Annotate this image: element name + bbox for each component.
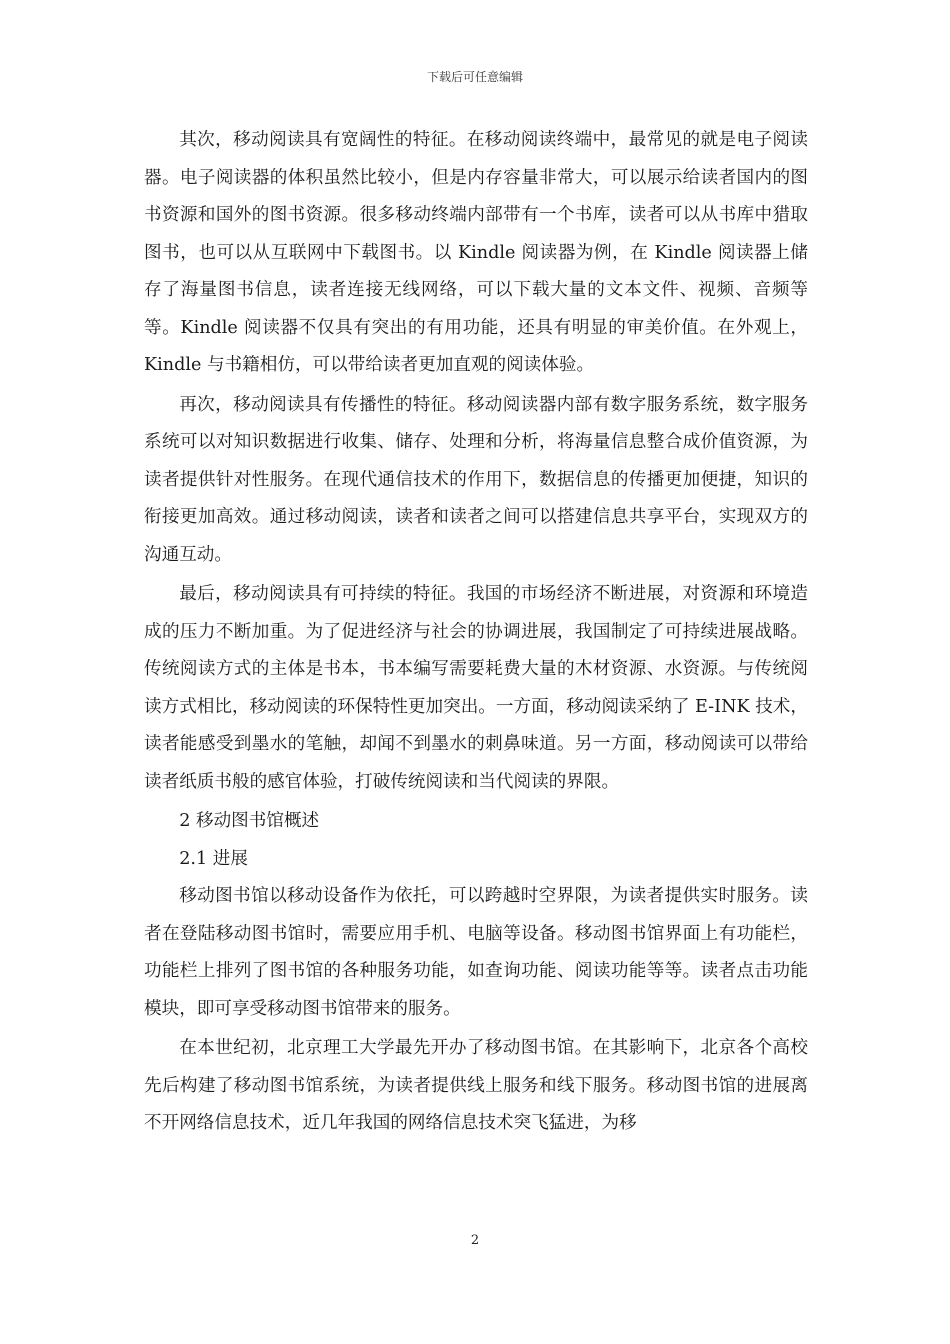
paragraph-breadth: 其次，移动阅读具有宽阔性的特征。在移动阅读终端中，最常见的就是电子阅读器。电子阅读器的体积虽然比较小，但是内存容量非常大，可以展示给读者国内的图书资源和国外的图书资源。很多移动终端内部带有一个书库，读者可以从书库中猎取图书，也可以从互联网中下载图书。以 Kindle 阅读器为例，在 Kindle 阅读器上储存了海量图书信息，读者连接无线网络，可以下载大量的文本文件、视频、音频等等。Kindle 阅读器不仅具有突出的有用功能，还具有明显的审美价值。在外观上，Kindle 与书籍相仿，可以带给读者更加直观的阅读体验。 [144,130,808,375]
paragraph-history: 在本世纪初，北京理工大学最先开办了移动图书馆。在其影响下，北京各个高校先后构建了移动图书馆系统，为读者提供线上服务和线下服务。移动图书馆的进展离不开网络信息技术，近几年我国的网络信息技术突飞猛进，为移 [144,1038,808,1133]
paragraph-dissemination: 再次，移动阅读具有传播性的特征。移动阅读器内部有数字服务系统，数字服务系统可以对知识数据进行收集、储存、处理和分析，将海量信息整合成价值资源，为读者提供针对性服务。在现代通信技术的作用下，数据信息的传播更加便捷，知识的衔接更加高效。通过移动阅读，读者和读者之间可以搭建信息共享平台，实现双方的沟通互动。 [144,394,808,565]
body-text [144,122,808,1143]
subsection-heading: 2.1 进展 [179,848,248,869]
page-header: 下载后可任意编辑 [426,70,523,84]
paragraph-mobile-library: 移动图书馆以移动设备作为依托，可以跨越时空界限，为读者提供实时服务。读者在登陆移动图书馆时，需要应用手机、电脑等设备。移动图书馆界面上有功能栏，功能栏上排列了图书馆的各种服务功能，如查询功能、阅读功能等等。读者点击功能模块，即可享受移动图书馆带来的服务。 [144,886,808,1019]
section-heading: 2 移动图书馆概述 [179,811,320,831]
page-number: 2 [470,1233,480,1248]
paragraph-sustainability: 最后，移动阅读具有可持续的特征。我国的市场经济不断进展，对资源和环境造成的压力不断加重。为了促进经济与社会的协调进展，我国制定了可持续进展战略。传统阅读方式的主体是书本，书本编写需要耗费大量的木材资源、水资源。与传统阅读方式相比，移动阅读的环保特性更加突出。一方面，移动阅读采纳了 E-INK 技术，读者能感受到墨水的笔触，却闻不到墨水的刺鼻味道。另一方面，移动阅读可以带给读者纸质书般的感官体验，打破传统阅读和当代阅读的界限。 [144,584,808,792]
